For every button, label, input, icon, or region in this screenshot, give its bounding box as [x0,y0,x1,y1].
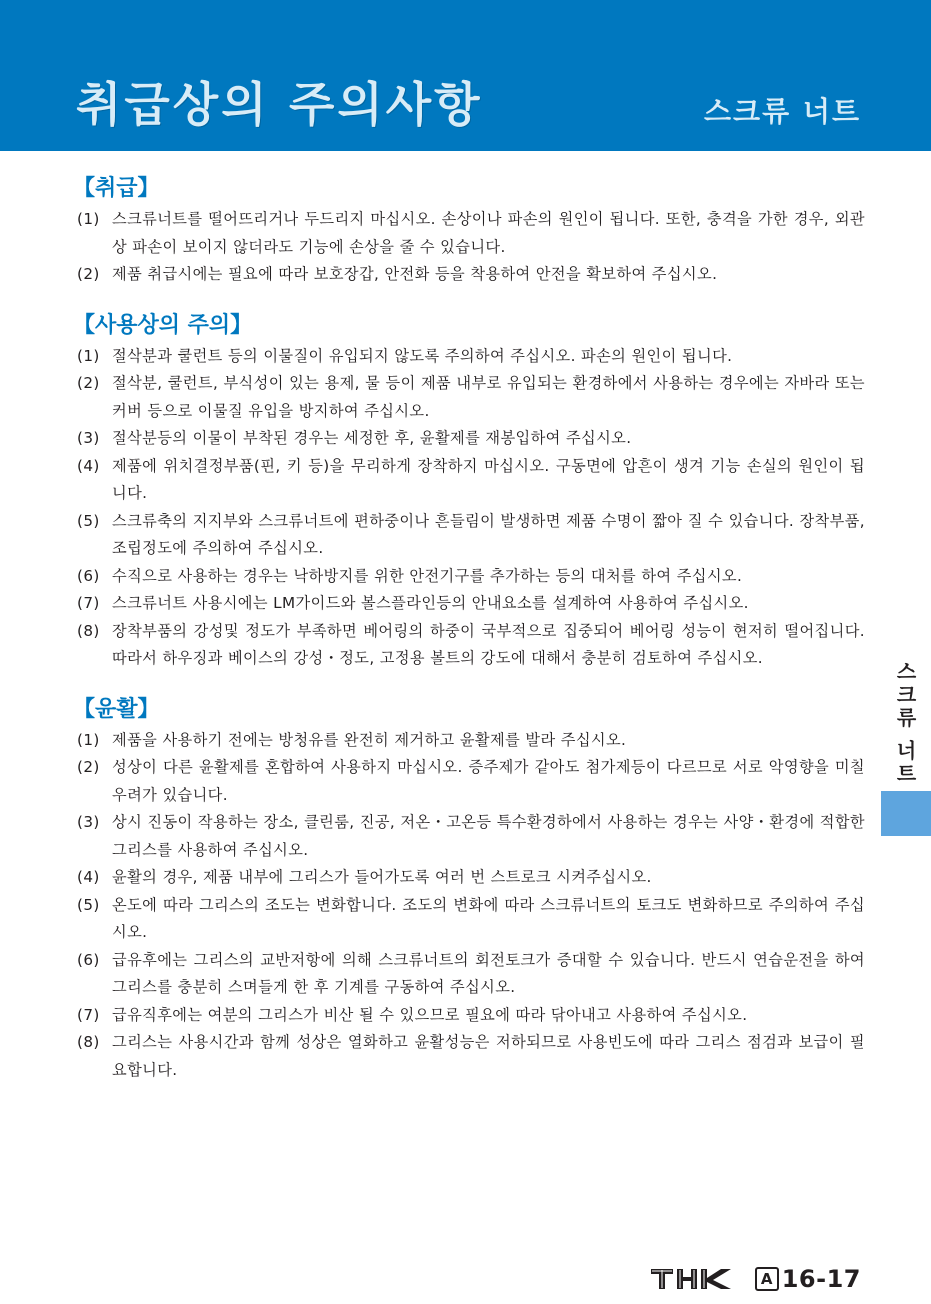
section-heading: 【취급】 [73,176,160,201]
section [73,172,865,289]
list-item [73,261,865,289]
list-item [73,563,865,591]
item-text: 스크류너트를 떨어뜨리거나 두드리지 마십시오. 손상이나 파손의 원인이 됩니다. 또한, 충격을 가한 경우, 외관상 파손이 보이지 않더라도 기능에 손상을 줄 수 있습니다. [112,210,865,256]
item-text: 윤활의 경우, 제품 내부에 그리스가 들어가도록 여러 번 스트로크 시켜주십시오. [112,868,652,886]
page-reference [755,1265,861,1293]
main-content [73,172,865,1104]
item-text: 급유직후에는 여분의 그리스가 비산 될 수 있으므로 필요에 따라 닦아내고 사용하여 주십시오. [112,1005,748,1024]
list-item [73,809,865,864]
page-footer [651,1264,861,1294]
item-number: (3) [77,429,100,447]
list-item [73,727,865,755]
item-text: 절삭분, 쿨런트, 부식성이 있는 용제, 물 등이 제품 내부로 유입되는 환경하에서 사용하는 경우에는 자바라 또는 커버 등으로 이물질 유입을 방지하여 주십시오. [112,374,865,420]
item-number: (2) [77,265,100,283]
item-number: (2) [77,374,100,392]
list-item [73,1002,865,1030]
item-number: (4) [77,456,100,475]
item-number: (1) [77,730,100,749]
list-item [73,453,865,508]
item-number: (8) [77,621,100,640]
item-text: 제품 취급시에는 필요에 따라 보호장갑, 안전화 등을 착용하여 안전을 확보하여 주십시오. [112,265,718,283]
item-text: 제품을 사용하기 전에는 방청유를 완전히 제거하고 윤활제를 발라 주십시오. [112,730,627,749]
item-text: 스크류축의 지지부와 스크류너트에 편하중이나 흔들림이 발생하면 제품 수명이 짧아 질 수 있습니다. 장착부품, 조립정도에 주의하여 주십시오. [112,511,865,557]
side-tab-label: 스크류 너트 [893,660,917,786]
page-title: 취급상의 주의사항 [76,78,483,133]
item-number: (5) [77,895,100,914]
item-text: 절삭분등의 이물이 부착된 경우는 세정한 후, 윤활제를 재봉입하여 주십시오. [112,429,632,447]
list-item [73,343,865,371]
side-index-marker [881,791,931,836]
item-text: 장착부품의 강성및 정도가 부족하면 베어링의 하중이 국부적으로 집중되어 베어링 성능이 현저히 떨어집니다. 따라서 하우징과 베이스의 강성・정도, 고정용 볼트의 강도에 대해서 충분히 검토하여 주십시오. [112,621,865,667]
page-number: 16-17 [781,1265,861,1293]
page-subtitle: 스크류 너트 [704,95,861,128]
item-text: 수직으로 사용하는 경우는 낙하방지를 위한 안전기구를 추가하는 등의 대처를 하여 주십시오. [112,566,743,585]
side-index-tab [880,660,931,786]
item-number: (7) [77,594,100,612]
list-item [73,425,865,453]
item-text: 스크류너트 사용시에는 LM가이드와 볼스플라인등의 안내요소를 설계하여 사용하여 주십시오. [112,594,749,612]
item-text: 온도에 따라 그리스의 조도는 변화합니다. 조도의 변화에 따라 스크류너트의 토크도 변화하므로 주의하여 주십시오. [112,895,865,941]
section-heading: 【윤활】 [73,696,160,722]
item-number: (1) [77,210,100,228]
list-item [73,754,865,809]
list-item [73,618,865,673]
item-text: 절삭분과 쿨런트 등의 이물질이 유입되지 않도록 주의하여 주십시오. 파손의 원인이 됩니다. [112,346,733,365]
list-item [73,947,865,1002]
list-item [73,206,865,261]
list-item [73,508,865,563]
item-number: (4) [77,868,100,886]
item-number: (2) [77,758,100,776]
list-item [73,864,865,892]
item-number: (3) [77,813,100,831]
item-number: (8) [77,1033,100,1051]
section-heading: 【사용상의 주의】 [73,312,253,338]
item-text: 급유후에는 그리스의 교반저항에 의해 스크류너트의 회전토크가 증대할 수 있습니다. 반드시 연습운전을 하여 그리스를 충분히 스며들게 한 후 기계를 구동하여 주십시오. [112,950,865,996]
item-text: 그리스는 사용시간과 함께 성상은 열화하고 윤활성능은 저하되므로 사용빈도에 따라 그리스 점검과 보급이 필요합니다. [112,1033,865,1079]
item-number: (1) [77,346,100,365]
list-item [73,892,865,947]
list-item [73,590,865,618]
section [73,693,865,1085]
section-letter-box: A [755,1267,779,1291]
page-header [0,0,931,151]
item-number: (5) [77,511,100,530]
section [73,309,865,673]
item-number: (6) [77,566,100,585]
list-item [73,370,865,425]
item-text: 성상이 다른 윤활제를 혼합하여 사용하지 마십시오. 증주제가 같아도 첨가제등이 다르므로 서로 악영향을 미칠 우려가 있습니다. [112,758,865,804]
item-text: 상시 진동이 작용하는 장소, 클린룸, 진공, 저온・고온등 특수환경하에서 사용하는 경우는 사양・환경에 적합한 그리스를 사용하여 주십시오. [112,813,865,859]
item-text: 제품에 위치결정부품(핀, 키 등)을 무리하게 장착하지 마십시오. 구동면에 압흔이 생겨 기능 손실의 원인이 됩니다. [112,456,865,502]
list-item [73,1029,865,1084]
thk-logo [651,1267,733,1291]
item-number: (6) [77,950,100,969]
item-number: (7) [77,1005,100,1024]
